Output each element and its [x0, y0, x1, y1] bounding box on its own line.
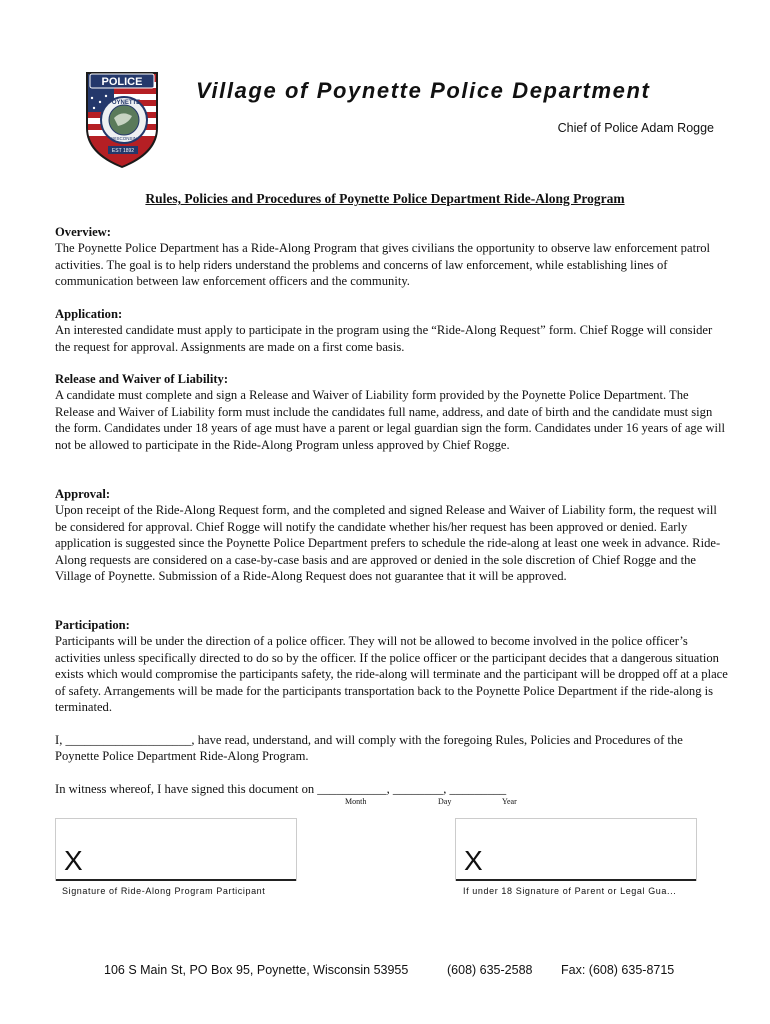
section-body: A candidate must complete and sign a Release and Waiver of Liability form provided by the Poynette Police Department. The Release and Waiver of Liability form must include the candidates full name, address, and date of birth and the candidate must sign the form. Candidates under 18 years of age must have a parent or legal guardian sign the form. Candidates under 16 years of age will not be allowed to participate in the Ride-Along Program unless approved by Chief Rogge. — [55, 388, 726, 452]
section-heading: Overview: — [55, 225, 111, 239]
participant-signature-field[interactable] — [55, 818, 297, 881]
section-release-waiver — [55, 371, 730, 453]
police-badge-icon — [84, 68, 160, 168]
footer-fax: Fax: (608) 635-8715 — [561, 963, 675, 977]
svg-text:EST 1892: EST 1892 — [111, 148, 135, 154]
section-body: An interested candidate must apply to participate in the program using the “Ride-Along Request” form. Chief Rogge will consider the request for approval. Assignments are made on a first come basis. — [55, 323, 713, 354]
acknowledgement-statement: I, ____________________, have read, understand, and will comply with the foregoing Rules, Policies and Procedures of the Poynette Police Department Ride-Along Program. — [55, 733, 683, 764]
section-participation — [55, 617, 730, 715]
signature-line — [456, 879, 696, 881]
svg-text:WISCONSIN: WISCONSIN — [110, 136, 138, 141]
section-application — [55, 306, 730, 355]
date-label-month: Month — [345, 797, 367, 806]
svg-text:POLICE: POLICE — [101, 76, 143, 88]
signature-x-mark: X — [464, 845, 483, 876]
chief-of-police: Chief of Police Adam Rogge — [557, 121, 714, 135]
section-body: The Poynette Police Department has a Ride-Along Program that gives civilians the opportunity to observe law enforcement patrol activities. The goal is to help riders understand the problems and concerns of law enforcement, while establishing lines of communication between law enforcement officers and the community. — [55, 241, 711, 289]
guardian-signature-caption: If under 18 Signature of Parent or Legal Gua... — [463, 886, 677, 896]
section-heading: Release and Waiver of Liability: — [55, 372, 229, 386]
section-body: Participants will be under the direction of a police officer. They will not be allowed to become involved in the police officer’s activities unless specifically directed to do so by the officer. If the police officer or the participant decides that a dangerous situation exists which would compromise the participants safety, the ride-along will terminate and the participant will be dropped off at a place of safety. Arrangements will be made for the participants transportation back to the Poynette Police Department if the ride-along is terminated. — [55, 634, 728, 715]
section-approval — [55, 486, 730, 584]
section-heading: Participation: — [55, 618, 130, 632]
witness-date-line: In witness whereof, I have signed this document on ___________, ________, _________ — [55, 782, 507, 796]
police-badge-logo — [84, 68, 160, 168]
date-label-day: Day — [438, 797, 452, 806]
document-title: Rules, Policies and Procedures of Poynette Police Department Ride-Along Program — [145, 191, 625, 206]
footer-address: 106 S Main St, PO Box 95, Poynette, Wisconsin 53955 — [104, 963, 409, 977]
footer-phone: (608) 635-2588 — [447, 963, 533, 977]
section-body: Upon receipt of the Ride-Along Request form, and the completed and signed Release and Waiver of Liability form, the request will be considered for approval. Chief Rogge will notify the candidate whether his/her request has been approved or denied. Early application is suggested since the Poynette Police Department prefers to schedule the ride-along at least one week in advance. Ride-Along requests are considered on a case-by-case basis and are approved or denied in the sole discretion of Chief Rogge and the Village of Poynette. Submission of a Ride-Along Request does not guarantee that it will be approved. — [55, 503, 721, 584]
department-title: Village of Poynette Police Department — [196, 78, 651, 103]
svg-text:POYNETTE: POYNETTE — [107, 100, 141, 106]
guardian-signature-field[interactable] — [455, 818, 697, 881]
section-heading: Application: — [55, 307, 123, 321]
section-heading: Approval: — [55, 487, 111, 501]
signature-line — [56, 879, 296, 881]
section-overview — [55, 224, 730, 290]
date-label-year: Year — [502, 797, 517, 806]
participant-signature-caption: Signature of Ride-Along Program Participant — [62, 886, 266, 896]
signature-x-mark: X — [64, 845, 83, 876]
